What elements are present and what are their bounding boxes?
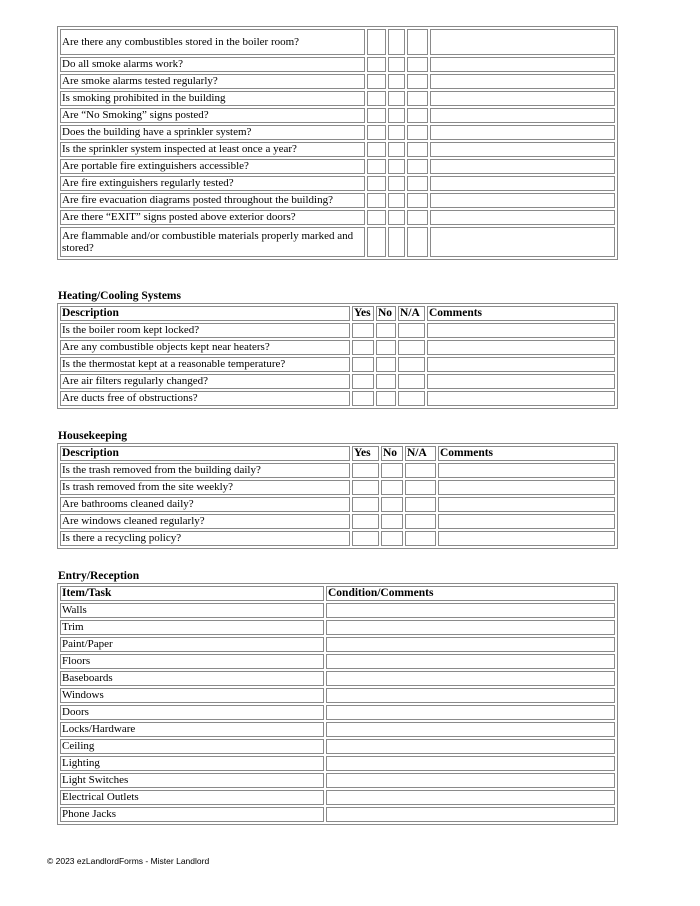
no-cell[interactable]: [388, 210, 405, 225]
no-cell[interactable]: [376, 357, 396, 372]
yes-cell[interactable]: [352, 391, 374, 406]
table-row: [60, 323, 615, 338]
na-cell[interactable]: [405, 480, 436, 495]
comments-cell[interactable]: [430, 108, 615, 123]
comments-cell[interactable]: [430, 227, 615, 257]
table-row: [60, 125, 615, 140]
no-cell[interactable]: [388, 74, 405, 89]
section-title-heating: Heating/Cooling Systems: [58, 290, 181, 302]
no-cell[interactable]: [376, 374, 396, 389]
question-cell: Are ducts free of obstructions?: [60, 391, 350, 406]
condition-cell[interactable]: [326, 637, 615, 652]
no-cell[interactable]: [388, 29, 405, 55]
yes-cell[interactable]: [367, 193, 386, 208]
yes-cell[interactable]: [367, 227, 386, 257]
item-cell: Walls: [60, 603, 324, 618]
yes-cell[interactable]: [367, 108, 386, 123]
column-header-comments: Comments: [438, 446, 615, 461]
yes-cell[interactable]: [352, 340, 374, 355]
table-row: [60, 637, 615, 652]
yes-cell[interactable]: [352, 480, 379, 495]
table-row: [60, 391, 615, 406]
comments-cell[interactable]: [427, 340, 615, 355]
table-header-row: [60, 446, 615, 461]
condition-cell[interactable]: [326, 722, 615, 737]
no-cell[interactable]: [388, 227, 405, 257]
item-cell: Floors: [60, 654, 324, 669]
condition-cell[interactable]: [326, 705, 615, 720]
condition-cell[interactable]: [326, 603, 615, 618]
section-title-housekeeping: Housekeeping: [58, 430, 128, 442]
comments-cell[interactable]: [430, 74, 615, 89]
no-cell[interactable]: [388, 142, 405, 157]
fire-safety-body: [60, 29, 615, 257]
na-cell[interactable]: [405, 463, 436, 478]
table-row: [60, 739, 615, 754]
no-cell[interactable]: [388, 193, 405, 208]
no-cell[interactable]: [381, 463, 403, 478]
na-cell[interactable]: [398, 357, 425, 372]
table-row: [60, 603, 615, 618]
item-cell: Doors: [60, 705, 324, 720]
condition-cell[interactable]: [326, 790, 615, 805]
na-cell[interactable]: [407, 74, 428, 89]
yes-cell[interactable]: [367, 125, 386, 140]
comments-cell[interactable]: [430, 193, 615, 208]
table-row: [60, 176, 615, 191]
condition-cell[interactable]: [326, 688, 615, 703]
item-cell: Phone Jacks: [60, 807, 324, 822]
entry-table: [57, 583, 618, 825]
comments-cell[interactable]: [427, 374, 615, 389]
question-cell: Are windows cleaned regularly?: [60, 514, 350, 529]
item-cell: Electrical Outlets: [60, 790, 324, 805]
yes-cell[interactable]: [367, 91, 386, 106]
item-cell: Baseboards: [60, 671, 324, 686]
na-cell[interactable]: [407, 159, 428, 174]
na-cell[interactable]: [405, 514, 436, 529]
table-row: [60, 756, 615, 771]
question-cell: Are fire extinguishers regularly tested?: [60, 176, 365, 191]
item-cell: Lighting: [60, 756, 324, 771]
no-cell[interactable]: [388, 57, 405, 72]
table-row: [60, 227, 615, 257]
table-row: [60, 531, 615, 546]
item-cell: Trim: [60, 620, 324, 635]
table-row: [60, 340, 615, 355]
na-cell[interactable]: [407, 210, 428, 225]
condition-cell[interactable]: [326, 756, 615, 771]
na-cell[interactable]: [398, 323, 425, 338]
item-cell: Light Switches: [60, 773, 324, 788]
yes-cell[interactable]: [352, 374, 374, 389]
column-header-description: Description: [60, 306, 350, 321]
no-cell[interactable]: [376, 323, 396, 338]
comments-cell[interactable]: [430, 210, 615, 225]
item-cell: Windows: [60, 688, 324, 703]
table-row: [60, 29, 615, 55]
no-cell[interactable]: [388, 91, 405, 106]
no-cell[interactable]: [381, 480, 403, 495]
yes-cell[interactable]: [352, 514, 379, 529]
column-header-condition: Condition/Comments: [326, 586, 615, 601]
table-row: [60, 514, 615, 529]
yes-cell[interactable]: [352, 463, 379, 478]
comments-cell[interactable]: [430, 57, 615, 72]
table-row: [60, 654, 615, 669]
question-cell: Are fire evacuation diagrams posted throughout the building?: [60, 193, 365, 208]
na-cell[interactable]: [405, 531, 436, 546]
table-row: [60, 91, 615, 106]
table-row: [60, 705, 615, 720]
table-row: [60, 722, 615, 737]
column-header-no: No: [381, 446, 403, 461]
comments-cell[interactable]: [438, 480, 615, 495]
yes-cell[interactable]: [367, 29, 386, 55]
table-row: [60, 357, 615, 372]
yes-cell[interactable]: [367, 159, 386, 174]
yes-cell[interactable]: [367, 210, 386, 225]
page-footer: © 2023 ezLandlordForms - Mister Landlord: [47, 856, 210, 866]
comments-cell[interactable]: [438, 514, 615, 529]
na-cell[interactable]: [407, 193, 428, 208]
na-cell[interactable]: [405, 497, 436, 512]
column-header-na: N/A: [405, 446, 436, 461]
table-row: [60, 463, 615, 478]
table-row: [60, 210, 615, 225]
table-row: [60, 671, 615, 686]
question-cell: Are portable fire extinguishers accessible?: [60, 159, 365, 174]
condition-cell[interactable]: [326, 654, 615, 669]
table-row: [60, 142, 615, 157]
table-row: [60, 74, 615, 89]
comments-cell[interactable]: [430, 159, 615, 174]
comments-cell[interactable]: [438, 497, 615, 512]
question-cell: Is there a recycling policy?: [60, 531, 350, 546]
na-cell[interactable]: [407, 29, 428, 55]
na-cell[interactable]: [407, 57, 428, 72]
question-cell: Are any combustible objects kept near heaters?: [60, 340, 350, 355]
na-cell[interactable]: [407, 91, 428, 106]
fire-safety-table: [57, 26, 618, 260]
table-row: [60, 620, 615, 635]
column-header-yes: Yes: [352, 306, 374, 321]
no-cell[interactable]: [388, 176, 405, 191]
question-cell: Are “No Smoking” signs posted?: [60, 108, 365, 123]
condition-cell[interactable]: [326, 671, 615, 686]
na-cell[interactable]: [407, 108, 428, 123]
comments-cell[interactable]: [438, 463, 615, 478]
table-row: [60, 159, 615, 174]
no-cell[interactable]: [381, 531, 403, 546]
comments-cell[interactable]: [430, 29, 615, 55]
question-cell: Is the thermostat kept at a reasonable temperature?: [60, 357, 350, 372]
item-cell: Locks/Hardware: [60, 722, 324, 737]
question-cell: Are there any combustibles stored in the boiler room?: [60, 29, 365, 55]
table-row: [60, 807, 615, 822]
item-cell: Ceiling: [60, 739, 324, 754]
comments-cell[interactable]: [430, 176, 615, 191]
table-header-row: [60, 586, 615, 601]
table-header-row: [60, 306, 615, 321]
housekeeping-table: [57, 443, 618, 549]
yes-cell[interactable]: [367, 57, 386, 72]
na-cell[interactable]: [407, 125, 428, 140]
yes-cell[interactable]: [367, 176, 386, 191]
comments-cell[interactable]: [427, 357, 615, 372]
column-header-comments: Comments: [427, 306, 615, 321]
condition-cell[interactable]: [326, 773, 615, 788]
no-cell[interactable]: [381, 514, 403, 529]
question-cell: Are smoke alarms tested regularly?: [60, 74, 365, 89]
yes-cell[interactable]: [352, 357, 374, 372]
table-row: [60, 193, 615, 208]
table-row: [60, 773, 615, 788]
na-cell[interactable]: [407, 227, 428, 257]
yes-cell[interactable]: [352, 531, 379, 546]
question-cell: Are air filters regularly changed?: [60, 374, 350, 389]
na-cell[interactable]: [407, 176, 428, 191]
table-row: [60, 108, 615, 123]
na-cell[interactable]: [398, 340, 425, 355]
comments-cell[interactable]: [430, 91, 615, 106]
question-cell: Do all smoke alarms work?: [60, 57, 365, 72]
table-row: [60, 57, 615, 72]
condition-cell[interactable]: [326, 620, 615, 635]
na-cell[interactable]: [398, 374, 425, 389]
yes-cell[interactable]: [367, 142, 386, 157]
na-cell[interactable]: [407, 142, 428, 157]
table-row: [60, 374, 615, 389]
column-header-yes: Yes: [352, 446, 379, 461]
question-cell: Is smoking prohibited in the building: [60, 91, 365, 106]
question-cell: Is the trash removed from the building daily?: [60, 463, 350, 478]
question-cell: Is the boiler room kept locked?: [60, 323, 350, 338]
question-cell: Are there “EXIT” signs posted above exterior doors?: [60, 210, 365, 225]
comments-cell[interactable]: [427, 391, 615, 406]
comments-cell[interactable]: [438, 531, 615, 546]
comments-cell[interactable]: [427, 323, 615, 338]
heating-table: [57, 303, 618, 409]
item-cell: Paint/Paper: [60, 637, 324, 652]
column-header-item: Item/Task: [60, 586, 324, 601]
table-row: [60, 497, 615, 512]
yes-cell[interactable]: [352, 497, 379, 512]
yes-cell[interactable]: [352, 323, 374, 338]
no-cell[interactable]: [376, 340, 396, 355]
yes-cell[interactable]: [367, 74, 386, 89]
table-row: [60, 688, 615, 703]
question-cell: Is the sprinkler system inspected at least once a year?: [60, 142, 365, 157]
column-header-no: No: [376, 306, 396, 321]
column-header-description: Description: [60, 446, 350, 461]
question-cell: Is trash removed from the site weekly?: [60, 480, 350, 495]
na-cell[interactable]: [398, 391, 425, 406]
no-cell[interactable]: [381, 497, 403, 512]
comments-cell[interactable]: [430, 142, 615, 157]
section-title-entry: Entry/Reception: [58, 570, 140, 582]
question-cell: Does the building have a sprinkler system?: [60, 125, 365, 140]
question-cell: Are bathrooms cleaned daily?: [60, 497, 350, 512]
question-cell: Are flammable and/or combustible materials properly marked and stored?: [60, 227, 365, 257]
condition-cell[interactable]: [326, 739, 615, 754]
condition-cell[interactable]: [326, 807, 615, 822]
no-cell[interactable]: [388, 125, 405, 140]
column-header-na: N/A: [398, 306, 425, 321]
table-row: [60, 790, 615, 805]
no-cell[interactable]: [388, 159, 405, 174]
no-cell[interactable]: [388, 108, 405, 123]
no-cell[interactable]: [376, 391, 396, 406]
comments-cell[interactable]: [430, 125, 615, 140]
table-row: [60, 480, 615, 495]
